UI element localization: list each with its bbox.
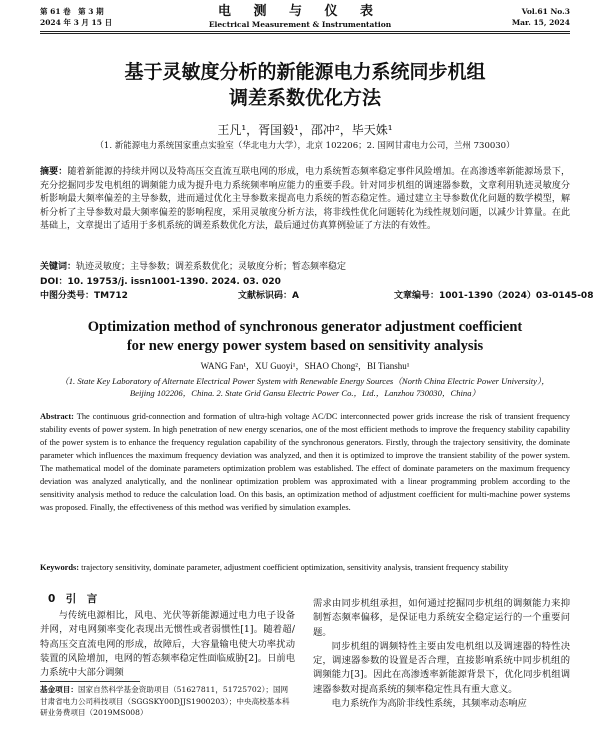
funding-footnote: [40, 684, 295, 719]
left-col-paragraph: 与传统电源相比，风电、光伏等新能源通过电力电子设备并网，对电网频率变化表现出无惯性或者弱惯性[1]。随着超/特高压交直流电网的形成，故障后，大容量输电使大功率扰动装置的风险增加，电网的暂态频率稳定性面临威胁[2]。日前电力系统中大部分调频: [40, 610, 295, 679]
footnote-text: 国家自然科学基金资助项目（51627811，51725702）；国网甘肃省电力公司科技项目（SGGSKY00DJJS1900203）；中央高校基本科研业务费项目（2019MS008）: [40, 685, 290, 717]
keywords-cn: [40, 261, 570, 275]
doi: DOI：10. 19753/j. issn1001-1390. 2024. 03. 020: [40, 277, 281, 287]
body-left-column: [40, 592, 295, 680]
volume-cn: 第 61 卷 第 3 期: [40, 7, 104, 16]
keywords-cn-label: 关键词：: [40, 262, 77, 272]
date-en: Mar. 15, 2024: [511, 18, 570, 27]
keywords-en-label: Keywords:: [40, 563, 80, 572]
journal-header: [0, 4, 600, 30]
header-rule: [40, 31, 570, 32]
paper-title-cn-line1: 基于灵敏度分析的新能源电力系统同步机组: [124, 61, 486, 83]
header-rule-thin: [40, 33, 570, 34]
abstract-cn-label: 摘要：: [40, 167, 68, 177]
affiliation-en: （1. State Key Laboratory of Alternate Electrical Power System with Renewable Energy Sources（North China Electric Power University），Beijing 102206，China. 2. State Grid Gansu Electric Power Co.，Ltd.，Lanzhou 730030，China）: [60, 376, 550, 398]
abstract-en-text: The continuous grid-connection and formation of ultra-high voltage AC/DC interconnected power grids increase the risk of transient frequency stability events of power system. In high penetration of new energy scenarios, one of the most efficient methods to improve the frequency stability capability of the power system is to enhance the frequency regulation capability of the synchronous generators. Firstly, through the trajectory sensitivity, the dominate parameter which influences the maximum frequency deviation was analyzed, and then it is optimized to improve the transient stability of the power system. The mathematical model of the dominate parameters optimization problem was established. The effect of dominate parameters on the maximum frequency deviation was analyzed analytically, and the nonlinear optimization problem was approximated with a linear programming problem according to the sensitivity analysis method to reduce the calculation load. On this basis, an optimization method of adjustment coefficient for multi-machine power systems was proposed. Finally, the effectiveness of this method was verified by simulation examples.: [40, 412, 570, 512]
authors-en: WANG Fan¹，XU Guoyi¹，SHAO Chong²，BI Tianshu¹: [200, 361, 410, 371]
abstract-en: [40, 410, 570, 514]
paper-title-en-line1: Optimization method of synchronous generator adjustment coefficient: [87, 319, 523, 335]
paper-title-cn-line2: 调差系数优化方法: [228, 87, 381, 109]
journal-title-en: Electrical Measurement & Instrumentation: [208, 20, 392, 29]
keywords-en: [40, 561, 570, 574]
abstract-cn-text: 随着新能源的持续并网以及特高压交直流互联电网的形成，电力系统暂态频率稳定事件风险增加。在高渗透率新能源场景下，充分挖掘同步发电机组的调频能力成为提升电力系统频率响应能力的重要手段。针对同步机组的调速器参数，文章利用轨迹灵敏度分析影响最大频率偏差的主导参数，进而通过优化主导参数来提高电力系统的暂态稳定性。通过建立主导参数优化问题的数学模型，解析分析了主导参数对最大频率偏差的影响程度，采用灵敏度分析方法，将非线性优化问题转化为线性规划问题，以减少计算量。在此基础上，文章提出了适用于多机系统的调差系数优化方法，最后通过仿真算例验证了方法的有效性。: [40, 167, 570, 231]
volume-en: Vol.61 No.3: [521, 7, 570, 16]
journal-title-cn: 电 测 与 仪 表: [217, 4, 383, 19]
abstract-cn: [40, 166, 570, 234]
right-col-paragraph-2: 同步机组的调频特性主要由发电机组以及调速器的特性决定，调速器参数的设置是否合理，直接影响系统中同步机组的调频能力[3]。因此在高渗透率新能源背景下，优化同步机组调速器参数对提高系统的频率稳定性具有重大意义。: [313, 640, 570, 695]
affiliation-cn: （1. 新能源电力系统国家重点实验室（华北电力大学），北京 102206；2. 国网甘肃电力公司，兰州 730030）: [95, 141, 515, 151]
article-number: 文章编号：1001-1390（2024）03-0145-08: [394, 291, 594, 301]
keywords-en-text: trajectory sensitivity, dominate parameter, adjustment coefficient optimization, sensitivity analysis, transient frequency stability: [81, 563, 509, 572]
authors-cn: 王凡¹，胥国毅¹，邵冲²，毕天姝¹: [217, 123, 393, 137]
section-heading-introduction: 0 引 言: [48, 593, 98, 605]
footnote-label: 基金项目：: [40, 685, 78, 694]
body-right-column: [313, 597, 570, 711]
right-col-paragraph-3: 电力系统作为高阶非线性系统，其频率动态响应: [331, 698, 527, 710]
document-code: 文献标识码：A: [238, 291, 299, 301]
keywords-cn-text: 轨迹灵敏度；主导参数；调差系数优化；灵敏度分析；暂态频率稳定: [76, 262, 347, 272]
footnote-rule: [40, 681, 140, 682]
paper-title-en-line2: for new energy power system based on sensitivity analysis: [126, 338, 484, 354]
date-cn: 2024 年 3 月 15 日: [40, 18, 113, 27]
right-col-paragraph-1: 需求由同步机组承担，如何通过挖掘同步机组的调频能力来抑制暂态频率偏移，是保证电力系统安全稳定运行的一个重要问题。: [313, 598, 570, 638]
header-right: [512, 6, 570, 28]
clc-number: 中图分类号：TM712: [40, 291, 128, 301]
abstract-en-label: Abstract:: [40, 412, 74, 421]
